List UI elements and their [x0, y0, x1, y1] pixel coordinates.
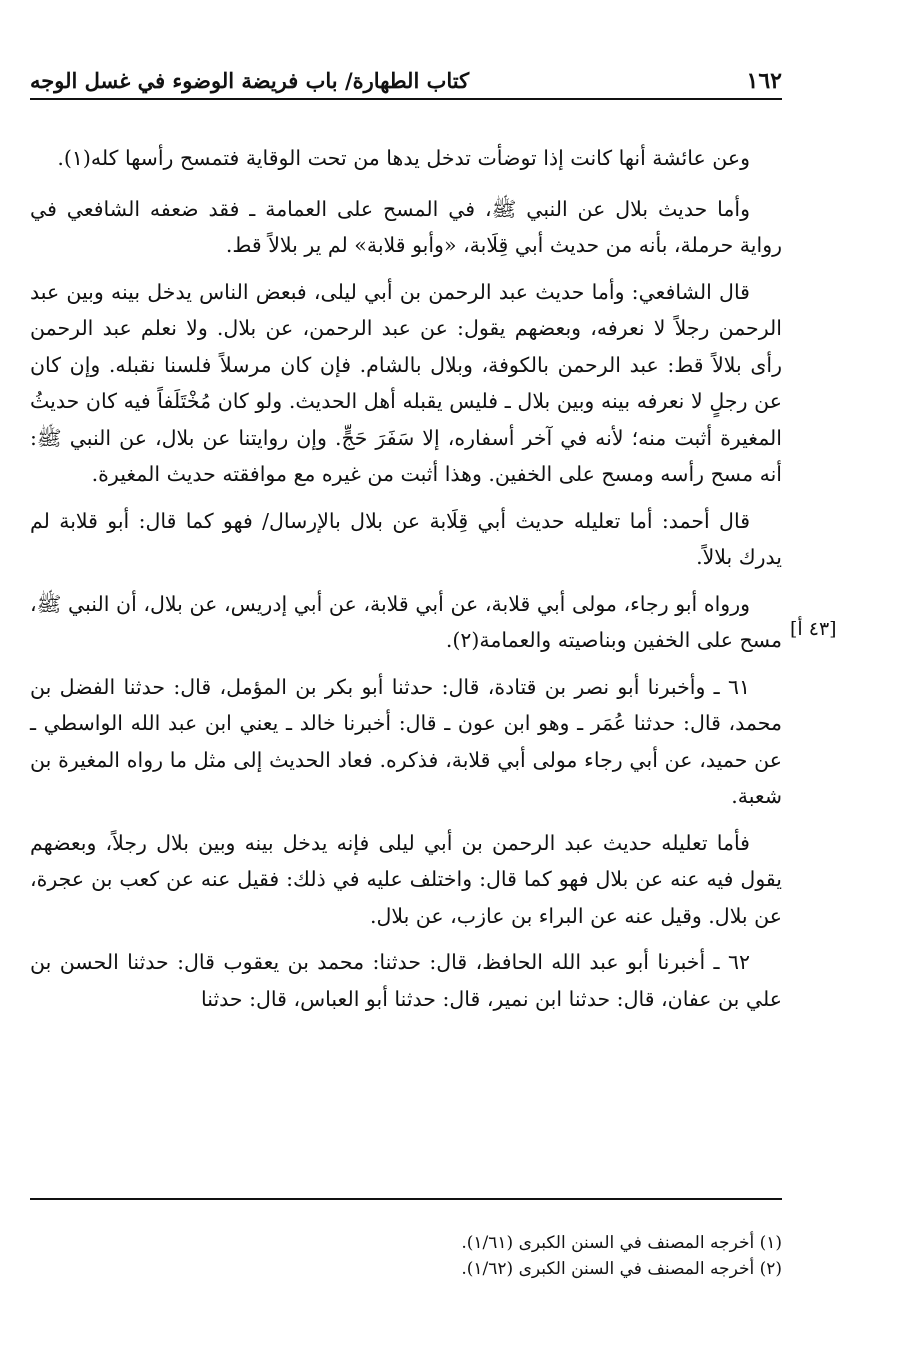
footnote-1: (١) أخرجه المصنف في السنن الكبرى (١/٦١). [461, 1233, 782, 1253]
paragraph-abdulrahman: فأما تعليله حديث عبد الرحمن بن أبي ليلى فإنه يدخل بينه وبين بلال رجلاً، وبعضهم يقول فيه عنه عن بلال فهو كما قال: واختلف عليه في ذلك: فقيل عنه عن كعب بن عجرة، عن بلال. وقيل عنه عن البراء بن عازب، عن بلال. [30, 830, 782, 928]
paragraph-hadith-61: ٦١ ـ وأخبرنا أبو نصر بن قتادة، قال: حدثنا أبو بكر بن المؤمل، قال: حدثنا الفضل بن محمد، قال: حدثنا عُمَر ـ وهو ابن عون ـ قال: أخبرنا خالد ـ يعني ابن عبد الله الواسطي ـ عن حميد، عن أبي رجاء مولى أبي قلابة، فذكره. فعاد الحديث إلى مثل ما رواه المغيرة بن شعبة. [30, 674, 782, 808]
paragraph-hadith-62: ٦٢ ـ أخبرنا أبو عبد الله الحافظ، قال: حدثنا: محمد بن يعقوب قال: حدثنا الحسن بن علي بن عفان، قال: حدثنا ابن نمير، قال: حدثنا أبو العباس، قال: حدثنا [30, 950, 782, 1011]
page-number: ١٦٢ [746, 68, 782, 94]
footnote-divider [30, 1198, 782, 1200]
main-text [30, 140, 782, 1027]
footnotes [30, 1230, 782, 1282]
paragraph-bilal-hadith: وأما حديث بلال عن النبي ﷺ، في المسح على العمامة ـ فقد ضعفه الشافعي في رواية حرملة، بأنه من حديث أبي قِلَابة، «وأبو قلابة» لم ير بلالاً قط. [30, 196, 782, 257]
footnote-2: (٢) أخرجه المصنف في السنن الكبرى (١/٦٢). [461, 1259, 782, 1279]
paragraph-abu-raja: ورواه أبو رجاء، مولى أبي قلابة، عن أبي قلابة، عن أبي إدريس، عن بلال، أن النبي ﷺ، مسح على الخفين وبناصيته والعمامة(٢). [30, 591, 782, 652]
margin-reference: [٤٣ أ] [790, 618, 837, 640]
paragraph-aisha: وعن عائشة أنها كانت إذا توضأت تدخل يدها من تحت الوقاية فتمسح رأسها كله(١). [57, 146, 750, 170]
running-title: كتاب الطهارة/ باب فريضة الوضوء في غسل الوجه [30, 68, 470, 93]
page-header [30, 62, 782, 100]
paragraph-ahmad: قال أحمد: أما تعليله حديث أبي قِلَابة عن بلال بالإرسال/ فهو كما قال: أبو قلابة لم يدرك بلالاً. [30, 508, 782, 569]
paragraph-shafii: قال الشافعي: وأما حديث عبد الرحمن بن أبي ليلى، فبعض الناس يدخل بينه وبين عبد الرحمن رجلاً لا نعرفه، وبعضهم يقول: عن عبد الرحمن، عن بلال. ولا نعلم عبد الرحمن رأى بلالاً قط: عبد الرحمن بالكوفة، وبلال بالشام. فإن كان مرسلاً فلسنا نقبله. وإن كان عن رجلٍ لا نعرفه بينه وبين بلال ـ فليس يقبله أهل الحديث. ولو كان مُخْتَلَفاً فيه كان حديثُ المغيرة أثبت منه؛ لأنه في آخر أسفاره، إلا سَفَرَ حَجٍّ. وإن روايتنا عن بلال، عن النبي ﷺ: أنه مسح رأسه ومسح على الخفين. وهذا أثبت من غيره مع موافقته حديث المغيرة. [30, 279, 782, 486]
